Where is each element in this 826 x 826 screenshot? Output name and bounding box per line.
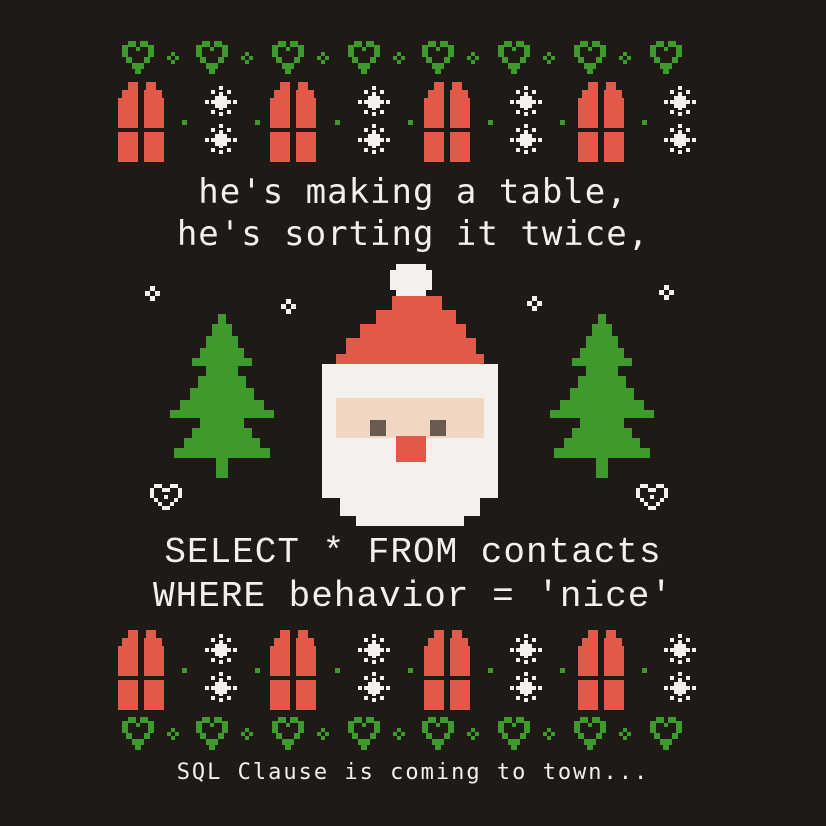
heart-icon <box>498 41 530 74</box>
sql-select-line: SELECT * FROM contacts <box>164 532 662 573</box>
heart-outline-icon <box>150 484 182 510</box>
diamond-icon <box>543 52 555 64</box>
santa-face-icon <box>322 264 498 526</box>
snowflake-icon <box>510 86 542 116</box>
diamond-icon <box>167 52 179 64</box>
heart-icon <box>196 41 228 74</box>
heart-icon <box>422 41 454 74</box>
heart-outline-icon <box>636 484 668 510</box>
bottom-gift-row <box>0 630 826 712</box>
dot-icon <box>642 120 647 125</box>
diamond-icon <box>393 728 405 740</box>
sql-where-line: WHERE behavior = 'nice' <box>153 576 673 617</box>
snowflake-icon <box>205 672 237 702</box>
dot-icon <box>335 120 340 125</box>
lyric-line-2: he's sorting it twice, <box>176 214 650 254</box>
dot-icon <box>255 120 260 125</box>
snowflake-icon <box>664 672 696 702</box>
dot-icon <box>182 120 187 125</box>
diamond-icon <box>317 728 329 740</box>
snowflake-icon <box>358 672 390 702</box>
heart-icon <box>422 717 454 750</box>
diamond-icon <box>393 52 405 64</box>
star-icon <box>281 299 296 314</box>
dot-icon <box>560 668 565 673</box>
gift-icon <box>424 82 470 162</box>
snowflake-icon <box>358 86 390 116</box>
diamond-icon <box>167 728 179 740</box>
dot-icon <box>642 668 647 673</box>
tagline: SQL Clause is coming to town... <box>176 760 650 785</box>
gift-icon <box>118 82 164 162</box>
heart-icon <box>498 717 530 750</box>
tree-icon <box>550 314 654 478</box>
diamond-icon <box>317 52 329 64</box>
heart-icon <box>650 717 682 750</box>
diamond-icon <box>619 52 631 64</box>
snowflake-icon <box>664 86 696 116</box>
dot-icon <box>408 120 413 125</box>
diamond-icon <box>543 728 555 740</box>
gift-icon <box>578 630 624 710</box>
snowflake-icon <box>664 634 696 664</box>
top-gift-row <box>0 82 826 164</box>
star-icon <box>659 285 674 300</box>
snowflake-icon <box>664 124 696 154</box>
heart-icon <box>650 41 682 74</box>
dot-icon <box>488 120 493 125</box>
bottom-heart-border <box>0 714 826 754</box>
heart-icon <box>574 717 606 750</box>
dot-icon <box>335 668 340 673</box>
heart-icon <box>272 41 304 74</box>
heart-icon <box>348 717 380 750</box>
dot-icon <box>560 120 565 125</box>
heart-icon <box>122 717 154 750</box>
heart-icon <box>574 41 606 74</box>
heart-icon <box>196 717 228 750</box>
snowflake-icon <box>358 124 390 154</box>
heart-icon <box>272 717 304 750</box>
dot-icon <box>255 668 260 673</box>
snowflake-icon <box>510 672 542 702</box>
snowflake-icon <box>205 124 237 154</box>
diamond-icon <box>467 52 479 64</box>
diamond-icon <box>619 728 631 740</box>
star-icon <box>145 286 160 301</box>
dot-icon <box>488 668 493 673</box>
lyric-line-1: he's making a table, <box>198 172 628 212</box>
heart-icon <box>348 41 380 74</box>
diamond-icon <box>467 728 479 740</box>
heart-icon <box>122 41 154 74</box>
diamond-icon <box>241 52 253 64</box>
santa-scene <box>0 258 826 532</box>
snowflake-icon <box>205 86 237 116</box>
gift-icon <box>424 630 470 710</box>
gift-icon <box>270 630 316 710</box>
snowflake-icon <box>510 124 542 154</box>
diamond-icon <box>241 728 253 740</box>
gift-icon <box>118 630 164 710</box>
tree-icon <box>170 314 274 478</box>
snowflake-icon <box>205 634 237 664</box>
snowflake-icon <box>358 634 390 664</box>
star-icon <box>527 296 542 311</box>
top-heart-border <box>0 38 826 78</box>
dot-icon <box>408 668 413 673</box>
gift-icon <box>578 82 624 162</box>
dot-icon <box>182 668 187 673</box>
gift-icon <box>270 82 316 162</box>
snowflake-icon <box>510 634 542 664</box>
